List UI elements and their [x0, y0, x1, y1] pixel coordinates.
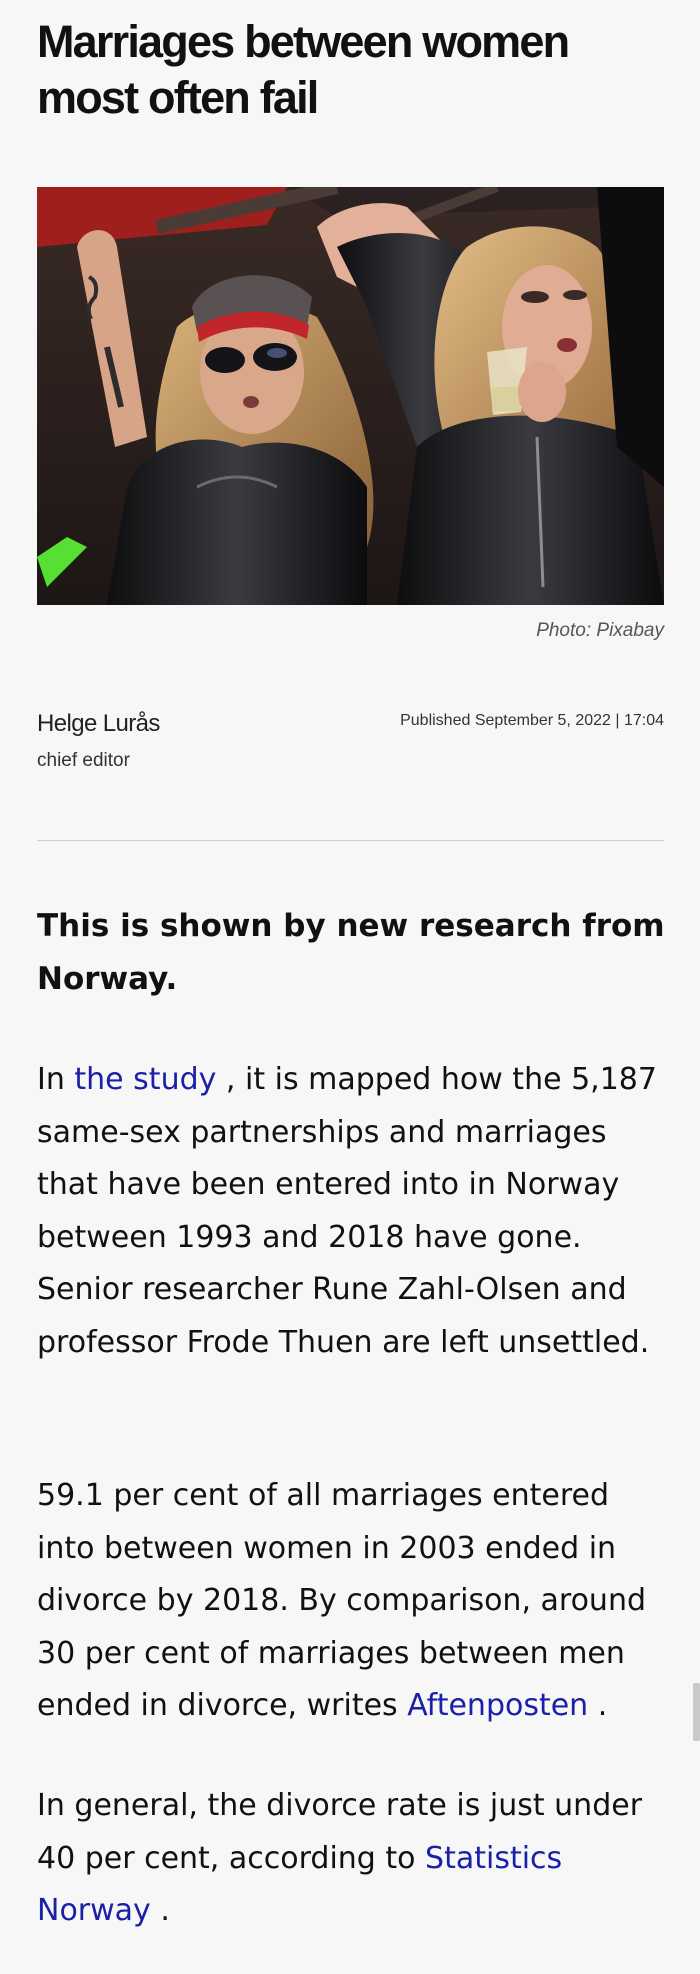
author-name[interactable]: Helge Lurås [37, 710, 160, 737]
paragraph-2-text-end: . [588, 1688, 608, 1723]
photo-caption: Photo: Pixabay [536, 620, 664, 641]
paragraph-3-text-start: In general, the divorce rate is just under 40 per cent, according to [37, 1788, 643, 1876]
author-role: chief editor [37, 750, 130, 771]
paragraph-1-text-end: , it is mapped how the 5,187 same-sex partnerships and marriages that have been entered into in Norway between 1993 and 2018 have gone. Senior researcher Rune Zahl-Olsen and professor Frode Thuen are left unsettled. [37, 1062, 657, 1360]
paragraph-3-text-end: . [150, 1893, 170, 1928]
paragraph-3 [37, 1780, 667, 1938]
paragraph-1-text-start: In [37, 1062, 75, 1097]
paragraph-2-text-start: 59.1 per cent of all marriages entered into between women in 2003 ended in divorce by 2018. By comparison, around 30 per cent of marriages between men ended in divorce, writes [37, 1478, 646, 1723]
paragraph-1 [37, 1054, 667, 1369]
article-headline: Marriages between women most often fail [37, 16, 569, 123]
scrollbar-thumb[interactable] [693, 1683, 700, 1741]
hero-photo [37, 187, 664, 605]
published-date: Published September 5, 2022 | 17:04 [400, 712, 664, 729]
paragraph-2 [37, 1470, 667, 1733]
divider [37, 840, 664, 841]
study-link[interactable]: the study [74, 1062, 217, 1097]
statistics-norway-link[interactable]: Statistics Norway [37, 1840, 563, 1928]
article-lead: This is shown by new research from Norway. [37, 908, 665, 997]
aftenposten-link[interactable]: Aftenposten [407, 1688, 589, 1723]
